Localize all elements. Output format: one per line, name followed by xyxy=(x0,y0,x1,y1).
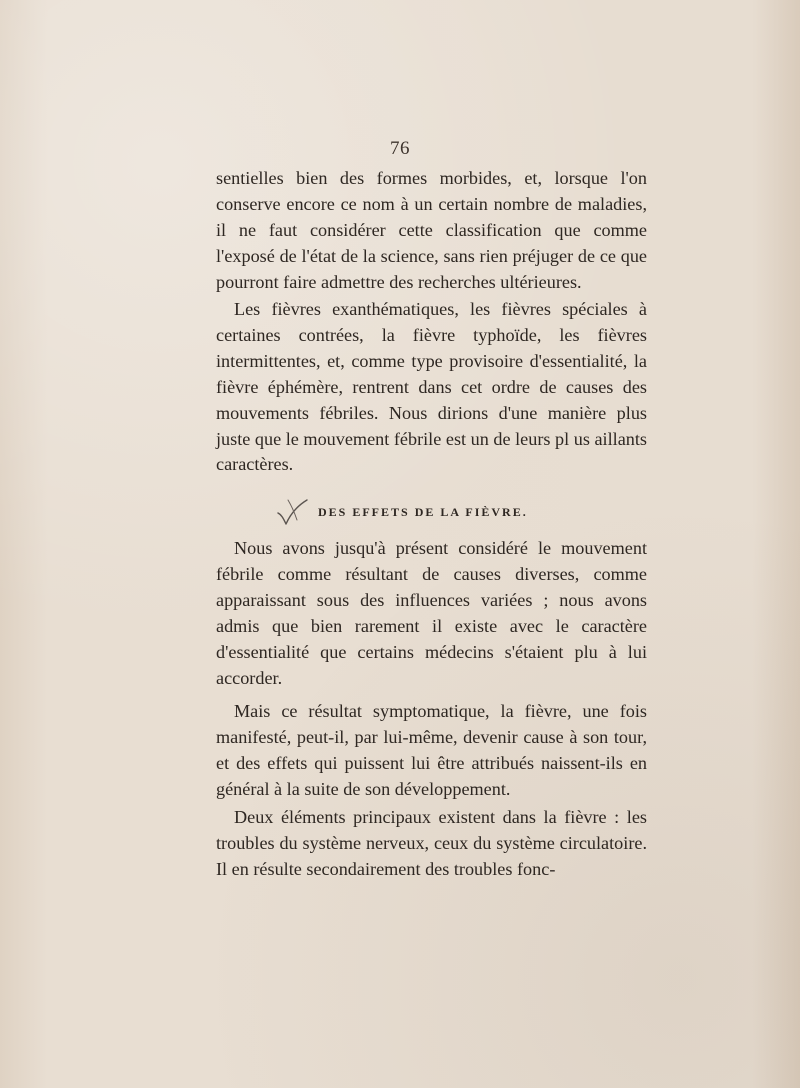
paragraph-1: sentielles bien des formes morbides, et, lorsque l'on conserve encore ce nom à un certain nombre de maladies, il ne faut considérer cette classification que comme l'exposé de l'état de la science, sans rien préjuger de ce que pourront faire admettre des recherches ultérieures. xyxy=(216,168,647,292)
checkmark-icon xyxy=(272,495,312,529)
paragraph-5: Deux éléments principaux existent dans la fièvre : les troubles du système nerveux, ceux du système circulatoire. Il en résulte secondairement des troubles fonc- xyxy=(216,807,647,879)
paragraph-block-2 xyxy=(216,297,647,478)
paragraph-block-1 xyxy=(216,166,647,296)
paragraph-block-5 xyxy=(216,805,647,883)
section-heading: DES EFFETS DE LA FIÈVRE. xyxy=(318,505,528,519)
paragraph-4: Mais ce résultat symptomatique, la fièvre, une fois manifesté, peut-il, par lui-même, devenir cause à son tour, et des effets qui puissent lui être attribués naissent-ils en général à la suite de son développement. xyxy=(216,701,647,799)
paragraph-block-3 xyxy=(216,536,647,691)
paragraph-block-4 xyxy=(216,699,647,803)
page-number: 76 xyxy=(390,138,410,159)
paragraph-2: Les fièvres exanthématiques, les fièvres spéciales à certaines contrées, la fièvre typhoïde, les fièvres intermittentes, et, comme type provisoire d'essentialité, la fièvre éphémère, rentrent dans cet ordre de causes des mouvements fébriles. Nous dirions d'une manière plus juste que le mouvement fébrile est un de leurs pl us aillants caractères. xyxy=(216,299,647,475)
paragraph-3: Nous avons jusqu'à présent considéré le mouvement fébrile comme résultant de causes diverses, comme apparaissant sous des influences variées ; nous avons admis que bien rarement il existe avec le caractère d'essentialité que certains médecins s'étaient plu à lui accorder. xyxy=(216,538,647,688)
